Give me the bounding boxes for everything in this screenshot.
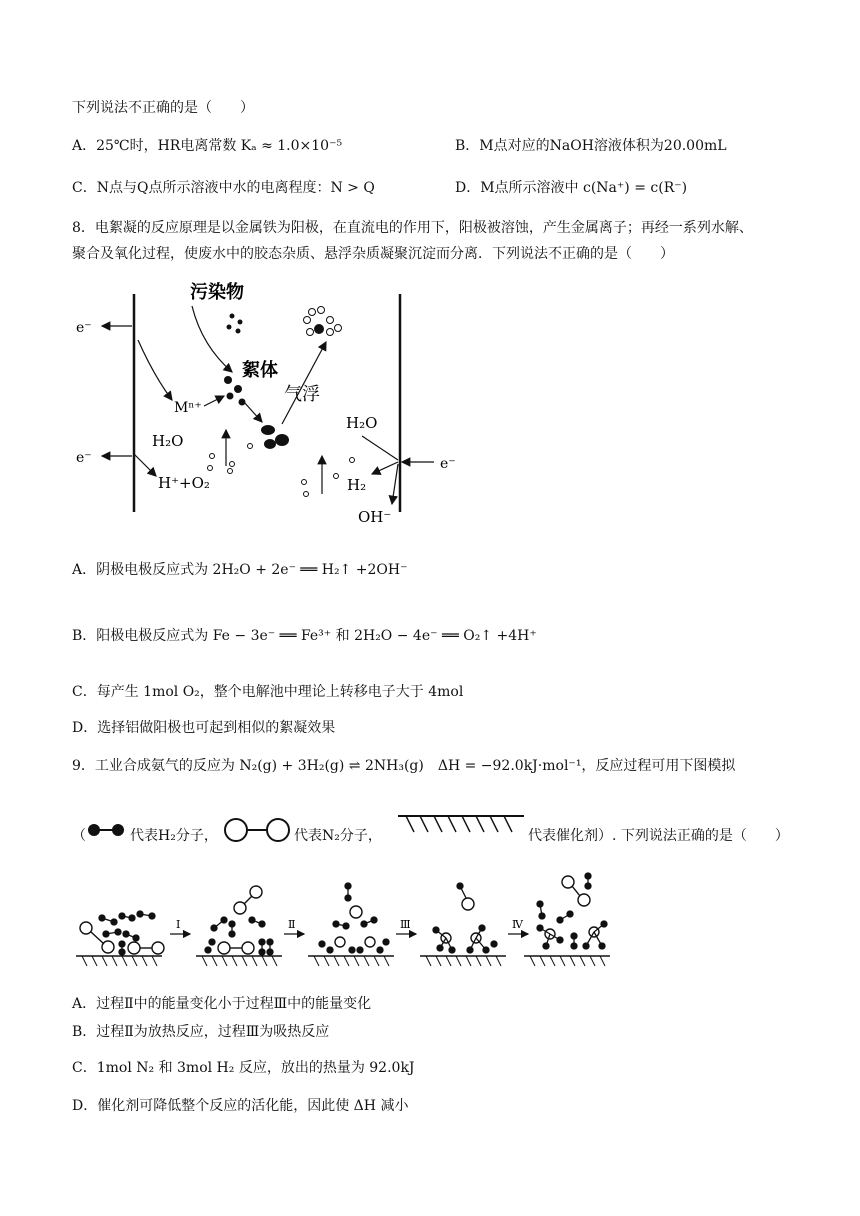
h2-molecule-icon	[84, 820, 128, 840]
process-panel-5	[524, 873, 610, 966]
label-e-left-top: e⁻	[76, 320, 92, 336]
catalyst-icon	[396, 812, 526, 838]
q9-stem: 9．工业合成氨气的反应为 N₂(g) + 3H₂(g) ⇌ 2NH₃(g) ΔH = −92.0kJ·mol⁻¹，反应过程可用下图模拟	[72, 758, 736, 774]
q7-option-c: C．N点与Q点所示溶液中水的电离程度：N > Q	[72, 180, 375, 196]
process-panel-1	[76, 911, 164, 966]
q7-option-d: D．M点所示溶液中 c(Na⁺) = c(R⁻)	[455, 180, 688, 196]
q8-stem-line2: 聚合及氧化过程，使废水中的胶态杂质、悬浮杂质凝聚沉淀而分离．下列说法不正确的是（ ）	[72, 246, 674, 262]
q7-option-a: A．25℃时，HR电离常数 Kₐ ≈ 1.0×10⁻⁵	[72, 138, 343, 154]
q8-option-d: D．选择铝做阳极也可起到相似的絮凝效果	[72, 720, 336, 736]
q7-option-b: B．M点对应的NaOH溶液体积为20.00mL	[455, 138, 727, 154]
electrocoagulation-diagram	[72, 276, 472, 526]
label-h2: H₂	[347, 476, 367, 494]
ammonia-synthesis-process-diagram	[72, 868, 612, 972]
q8-option-c: C．每产生 1mol O₂，整个电解池中理论上转移电子大于 4mol	[72, 684, 464, 700]
q9-option-c: C．1mol N₂ 和 3mol H₂ 反应，放出的热量为 92.0kJ	[72, 1060, 415, 1076]
q9-option-a: A．过程Ⅱ中的能量变化小于过程Ⅲ中的能量变化	[72, 996, 372, 1012]
step-label-4: Ⅳ	[512, 918, 523, 931]
process-panel-3	[308, 883, 394, 966]
process-panel-4	[420, 883, 506, 966]
n2-molecule-icon	[222, 814, 292, 846]
label-e-left-bottom: e⁻	[76, 450, 92, 466]
label-h2o-left: H₂O	[152, 432, 184, 450]
legend-open-paren: （	[72, 828, 86, 844]
legend-h2-label: 代表H₂分子，	[130, 828, 218, 844]
step-label-1: Ⅰ	[176, 918, 181, 931]
step-label-2: Ⅱ	[288, 918, 296, 931]
label-float: 气浮	[284, 384, 320, 405]
label-pollutant: 污染物	[190, 282, 244, 303]
legend-catalyst-label: 代表催化剂）. 下列说法正确的是（ ）	[528, 828, 789, 844]
label-mn: Mⁿ⁺	[174, 400, 202, 416]
q8-option-b: B．阳极电极反应式为 Fe − 3e⁻ ══ Fe³⁺ 和 2H₂O − 4e⁻ ══ O₂↑ +4H⁺	[72, 628, 537, 644]
q7-prompt: 下列说法不正确的是（ ）	[72, 100, 254, 116]
q9-option-d: D．催化剂可降低整个反应的活化能，因此使 ΔH 减小	[72, 1098, 409, 1114]
label-h-o2: H⁺+O₂	[158, 474, 210, 492]
q8-option-a: A．阴极电极反应式为 2H₂O + 2e⁻ ══ H₂↑ +2OH⁻	[72, 562, 408, 578]
label-oh: OH⁻	[358, 508, 392, 526]
label-e-right: e⁻	[440, 456, 456, 472]
q9-option-b: B．过程Ⅱ为放热反应，过程Ⅲ为吸热反应	[72, 1024, 330, 1040]
label-floc: 絮体	[242, 360, 278, 381]
step-label-3: Ⅲ	[400, 918, 411, 931]
q9-legend	[72, 812, 812, 852]
q8-stem-line1: 8．电絮凝的反应原理是以金属铁为阳极，在直流电的作用下，阳极被溶蚀，产生金属离子；再经一系列水解、	[72, 220, 753, 236]
legend-n2-label: 代表N₂分子，	[294, 828, 382, 844]
label-h2o-right: H₂O	[346, 414, 378, 432]
process-panel-2	[196, 886, 282, 966]
